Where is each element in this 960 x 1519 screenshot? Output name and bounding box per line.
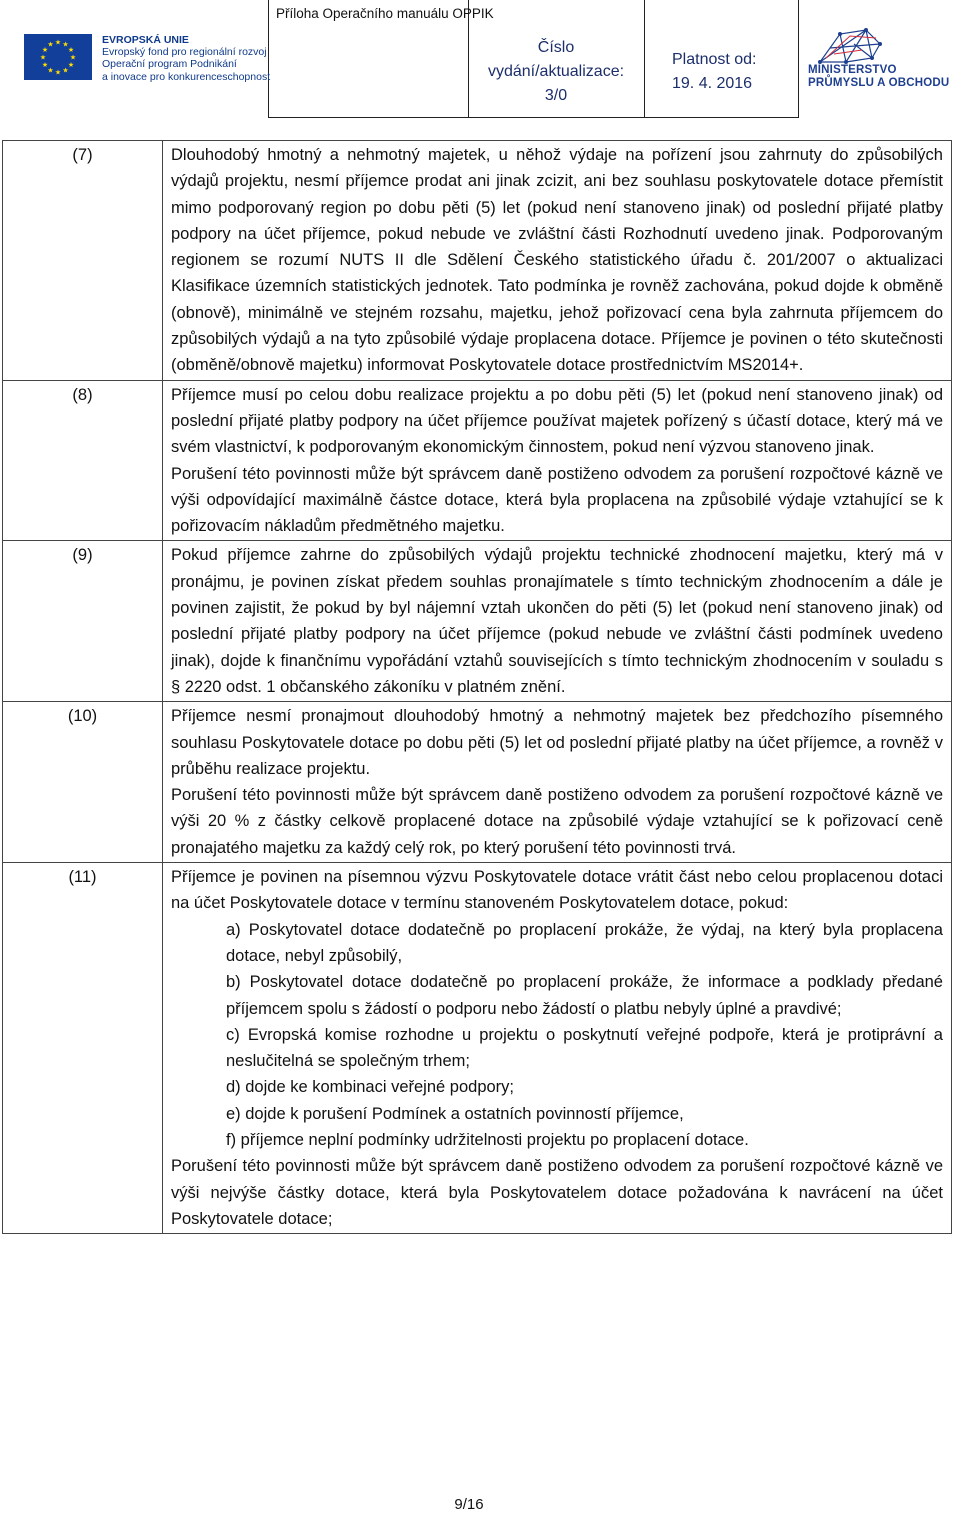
paragraph: Porušení této povinnosti může být správcem daně postiženo odvodem za porušení rozpočtové kázně ve výši odpovídající maximálně částce dotace, která byla proplacena na způsobilé výdaje vztahující se k pořizovacím nákladům předmětného majetku. <box>171 464 943 536</box>
list-item: a) Poskytovatel dotace dodatečně po proplacení prokáže, že výdaj, na který byla proplacena dotace, nebyl způsobilý, <box>226 920 943 965</box>
paragraph: Dlouhodobý hmotný a nehmotný majetek, u něhož výdaje na pořízení jsou zahrnuty do způsobilých výdajů projektu, nesmí příjemce prodat ani jinak zcizit, ani bez souhlasu poskytovatele dotace přemístit mimo podporovaný region po dobu pěti (5) let (pokud není stanoveno jinak) od poslední přijaté platby podpory na účet příjemce, pokud nebude ve zvláštní části Rozhodnutí uvedeno jinak. Podporovaným regionem se rozumí NUTS II dle Sdělení Českého statistického úřadu č. 201/2007 o aktualizaci Klasifikace územních statistických jednotek. Tato podmínka je rovněž zachována, pokud dojde k obměně (obnově), minimálně ve stejném rozsahu, majetku, jehož pořizovací cena byla zahrnuta příjemcem do způsobilých výdajů a na tyto způsobilé výdaje proplacena dotace. Příjemce je povinen o této skutečnosti (obměně/obnově majetku) informovat Poskytovatele dotace prostřednictvím MS2014+. <box>171 146 943 375</box>
ministry-logo-cell <box>798 0 960 118</box>
eu-logo-line: EVROPSKÁ UNIE <box>102 34 189 46</box>
list-item: f) příjemce neplní podmínky udržitelnosti projektu po proplacení dotace. <box>226 1130 749 1149</box>
table-row <box>3 863 952 1234</box>
eu-star-icon: ★ <box>47 67 54 75</box>
section-text <box>163 141 952 381</box>
conditions-table <box>2 140 952 1234</box>
list-item: d) dojde ke kombinaci veřejné podpory; <box>226 1078 515 1097</box>
eu-star-icon: ★ <box>39 54 47 62</box>
section-number: (11) <box>3 863 163 1234</box>
eu-star-icon: ★ <box>47 41 54 49</box>
eu-flag-icon <box>24 34 92 80</box>
table-row <box>3 541 952 702</box>
valid-value: 19. 4. 2016 <box>672 75 753 92</box>
section-text <box>163 541 952 702</box>
clause-list <box>171 917 943 1154</box>
table-row <box>3 702 952 863</box>
ministry-line: MINISTERSTVO <box>808 64 897 76</box>
eu-star-icon: ★ <box>41 47 49 54</box>
list-item: e) dojde k porušení Podmínek a ostatních povinností příjemce, <box>226 1104 684 1123</box>
paragraph: Příjemce musí po celou dobu realizace projektu a po dobu pěti (5) let (pokud není stanoveno jinak) od poslední přijaté platby podpory na účet příjemce používat majetek pořízený s účastí dotace, který má ve svém vlastnictví, k podporovaným ekonomickým činnostem, pokud není výzvou stanoveno jinak. <box>171 385 943 457</box>
eu-star-icon: ★ <box>67 47 75 54</box>
section-text <box>163 702 952 863</box>
list-item: c) Evropská komise rozhodne u projektu o poskytnutí veřejné podpoře, která je protiprávní a neslučitelná se společným trhem; <box>226 1025 943 1071</box>
section-number: (7) <box>3 141 163 381</box>
paragraph: Pokud příjemce zahrne do způsobilých výdajů projektu technické zhodnocení majetku, který má v pronájmu, je povinen získat předem souhlas pronajímatele s tímto technickým zhodnocením a dále je povinen zajistit, že pokud by byl nájemní vztah ukončen do pěti (5) let (pokud není stanoveno jinak) od poslední přijaté platby podpory na účet příjemce (pokud nebude ve zvláštní části podmínek uvedeno jinak), dojde k finančnímu vypořádání vztahů souvisejících s tímto technickým zhodnocením v souladu s § 2220 odst. 1 občanského zákoníku v platném znění. <box>171 546 943 696</box>
list-item: b) Poskytovatel dotace dodatečně po proplacení prokáže, že informace a podklady předané příjemcem spolu s žádostí o podporu nebo žádostí o platbu nebyly úplné a pravdivé; <box>226 973 943 1018</box>
section-number: (10) <box>3 702 163 863</box>
eu-star-icon: ★ <box>54 39 62 47</box>
issue-value: 3/0 <box>544 87 568 104</box>
ministry-line: PRŮMYSLU A OBCHODU <box>808 77 950 89</box>
validity-cell <box>644 0 799 118</box>
section-number: (8) <box>3 380 163 541</box>
section-text <box>163 380 952 541</box>
validity-info <box>672 48 757 96</box>
ministry-name <box>808 64 949 90</box>
eu-star-icon: ★ <box>69 54 77 62</box>
issue-info <box>468 36 644 108</box>
doc-title-cell <box>268 0 494 118</box>
eu-star-icon: ★ <box>62 41 69 49</box>
eu-star-icon: ★ <box>67 62 75 69</box>
issue-cell <box>468 0 645 118</box>
section-number: (9) <box>3 541 163 702</box>
section-text <box>163 863 952 1234</box>
eu-logo-cell <box>0 0 269 118</box>
table-row <box>3 141 952 381</box>
paragraph: Porušení této povinnosti může být správcem daně postiženo odvodem za porušení rozpočtové kázně ve výši 20 % z částky celkově proplacené dotace na způsobilé výdaje vztahující se k pořizovací ceně pronajatého majetku za každý celý rok, po který porušení této povinnosti trvá. <box>171 786 943 857</box>
eu-star-icon: ★ <box>62 67 69 75</box>
eu-logo-line: a inovace pro konkurenceschopnost <box>102 70 271 83</box>
paragraph: Porušení této povinnosti může být správcem daně postiženo odvodem za porušení rozpočtové kázně ve výši nejvýše částky dotace, která byla Poskytovatelem dotace požadována k navrácení na účet Poskytovatele dotace; <box>171 1157 943 1228</box>
issue-label: Číslo vydání/aktualizace: <box>487 39 625 80</box>
document-header <box>0 0 960 118</box>
valid-label: Platnost od: <box>672 51 757 68</box>
eu-star-icon: ★ <box>41 62 49 69</box>
eu-star-icon: ★ <box>54 69 62 77</box>
header-divider <box>268 117 798 118</box>
eu-logo-line: Operační program Podnikání <box>102 58 237 71</box>
doc-title: Příloha Operačního manuálu OPPIK <box>276 6 494 21</box>
table-row <box>3 380 952 541</box>
paragraph: Příjemce nesmí pronajmout dlouhodobý hmotný a nehmotný majetek bez předchozího písemného souhlasu Poskytovatele dotace po dobu pěti (5) let od poslední přijaté platby na účet příjemce, a rovněž v průběhu realizace projektu. <box>171 707 943 778</box>
paragraph: Příjemce je povinen na písemnou výzvu Poskytovatele dotace vrátit část nebo celou proplacenou dotaci na účet Poskytovatele dotace v termínu stanoveném Poskytovatelem dotace, pokud: <box>171 868 943 913</box>
eu-logo-line: Evropský fond pro regionální rozvoj <box>102 46 267 59</box>
eu-logo-text <box>102 34 270 83</box>
page-number: 9/16 <box>454 1496 484 1513</box>
